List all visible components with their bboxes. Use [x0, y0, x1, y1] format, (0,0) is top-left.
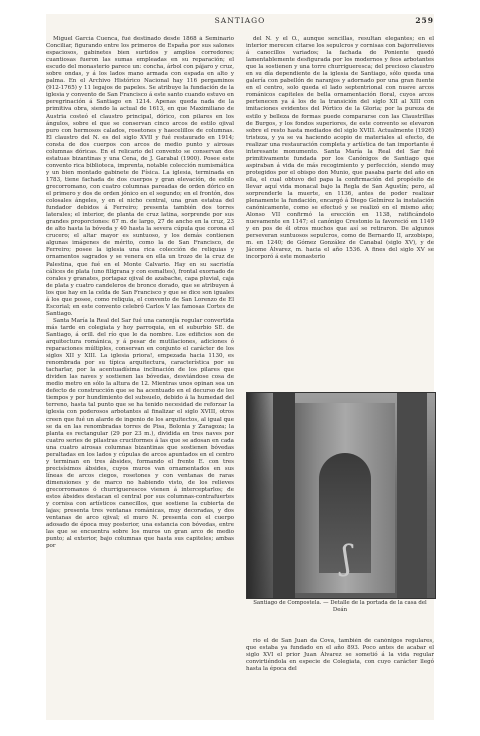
- running-head: [46, 14, 434, 30]
- running-head-title: SANTIAGO: [214, 16, 266, 25]
- page-number: 259: [415, 16, 434, 25]
- figure-caption: Santiago de Compostela. — Detalle de la portada de la casa del Deán: [253, 600, 427, 613]
- paragraph-sar-continued: del N. y el O., aunque sencillas, resultan elegantes; en el interior merecen citarse los sepulcros y cornisas con bajorrelieves á canecillos variados; la fachada de Poniente quedó lamentablemente desfigurada por los modernos y feos arbotantes que la sostienen y una torre churrigueresca; del precioso claustro en su día dependiente de la iglesia de Santiago, sólo queda una galería con pabellón de naranjos y adornado por una gran fuente en el centro, solo queda el lado septentrional con nueve arcos románicos capiteles de bella ornamentación floral, cuyos arcos pertenecen ya á los de la transición del siglo XII al XIII con imitaciones evidentes del Pórtico de la Gloria; por la pureza de estilo y belleza de formas puede compararse con las Claustrillas de Burgos, y los fondos superiores, de este convento se elevaron sobre el resto hasta mediados del siglo XVIII. Actualmente (1926) tristeza, y ya se va haciendo acopio de materiales al efecto, de realizar una restauración completa y artística de tan importante é interesante monumento. Santa María la Real del Sar fué primitivamente fundada por los Canónigos de Santiago que aspiraban á vida de más recogimiento y perfección, siendo muy protegidos por el obispo don Munio, que pasaba parte del año en ella, el cual obtuvo del papa la confirmación del propósito de llevar aquí vida monacal bajo la Regla de San Agustín; pero, al sorprenderle la muerte, en 1136, antes de poder realizar plenamente la fundación, encargó á Diego Gelmírez la instalación canónicamente, como se efectuó y se realizó en el mismo año; Alonso VII confirmó la erección en 1138, ratificándolo nuevamente en 1147; el canónigo Crestonio la favoreció en 1149 y en pos de él otros muchos que así se retiraron. De algunos perseveran suntuosos sepulcros, como de Bernardo II, arzobispo, m. en 1240; de Gómez González de Canabal (siglo XV), y de Jácome Álvarez, m. hacia el año 1536. A fines del siglo XV se incorporó á este monasterio: [246, 36, 434, 261]
- right-column-top: [246, 36, 434, 388]
- stone-carving: ʃ: [342, 538, 352, 578]
- paragraph-san-juan-da-cova: rio el de San Juan da Cova, también de canónigos regulares, que estaba ya fundado en el año 893. Poco antes de acabar el siglo XVI el prior Juan Álvarez se sometió á la vida regular convirtiéndola en especie de Colegiata, con cuyo carácter llegó hasta la época del: [246, 638, 434, 673]
- paragraph-san-francisco: Miguel García Cuenca, fué destinado desde 1868 á Seminario Conciliar, figurando entre los primeros de España por sus salones espaciosos, gabinetes bien surtidos y amplios corredores; cuantiosas fueron las sumas empleadas en su reparación; el escudo del monasterio parece un: concha, árbol con pájaro y cruz, sobre ondas, y á los lados mano armada con espada en alto y palma. En el Archivo Histórico Nacional hay 116 pergaminos (912-1765) y 11 legajos de papeles. Se atribuye la fundación de la iglesia y convento de San Francisco á este santo cuando estuvo en peregrinación á Santiago en 1214. Apenas queda nada de la primitiva obra, siendo la actual de 1613, en que Maximiliano de Austria costeó el claustro principal, dórico, con pilares en los ángulos, sobre el que se conservan cinco arcos de estilo ojival puro con hermosos calados, rosetones y haecelillos de columnas. El claustro del N. es del siglo XVII y fué restaurado en 1914; consta de dos cuerpos con arcos de medio punto y airosas columnas dóricas. En el relicario del convento se conservan dos estatuas bizantinas y una Cena, de J. Garabal (1900). Posee este convento rica biblioteca, imprenta, notable colección numismática y un bien montado gabinete de Física. La iglesia, terminada en 1783, tiene fachada de dos cuerpos y gran elevación, de estilo grecorromano, con cuatro columnas pareadas de orden dórico en el primero y dos de orden jónico en el segundo; en el frontón, dos colosales ángeles, y en el nicho central, una gran estatua del fundador debidos á Ferreiro; presenta también dos torres laterales; el interior, de planta de cruz latina, sorprende por sus grandes proporciones: 67 m. de largo, 27 de ancho en la cruz, 23 de alto hasta la bóveda y 40 hasta la severa cúpula que corona el crucero; el altar mayor es suntuoso, y los demás contienen algunas imágenes de mérito, como la de San Francisco, de Ferreiro; posee la iglesia una rica colección de reliquias y ornamentos sagrados y se venera en ella un trozo de la cruz de Palestina, que fué en el Monte Calvario. Hay en su sacristía cálices de plata (uno filigrana y con esmaltes), frontal exornado de corales y granates, portapaz ojival de azabache, capa pluvial, caja de plata y cuatro candeleros de bronce dorado, que se atribuyen á los que hay en la celda de San Francisco y que se dice son iguales á los que posee, como reliquia, el convento de San Lorenzo de El Escorial; en este convento celebró Carlos V las famosas Cortes de Santiago.: [46, 36, 234, 317]
- paragraph-santa-maria-del-sar: Santa María la Real del Sar fué una canonjía regular convertida más tarde en colegiata y hoy parroquia, en el suburbio SE. de Santiago, á orill. del río que le da nombre. Los edificios son de arquitectura románica, y á pesar de mutilaciones, adiciones ó reparaciones múltiples, conservan en conjunto el carácter de los siglos XII y XIII. La iglesia priora!, empezada hacia 1130, es renombrada por su típica arquitectura, característica por su tacharlar, por la acentuadísima inclinación de los pilares que dividen las naves y sostienen las bóvedas, desviándose cosa de medio metro en sólo la altura de 12. Mientras unos opinan sea un defecto de construcción que se ha acentuado en el decurso de los tiempos y por hundimiento del subsuelo, debido á la humedad del terreno, hasta tal punto que se ha tenido necesidad de reforzar la iglesia con poderosos arbotantes al finalizar el siglo XVIII, otros creen que fué un alarde de ingenio de los arquitectos, al igual que se da en las renombradas torres de Pisa, Bolonia y Zaragoza; la planta es rectangular (29 por 23 m.), dividida en tres naves por cuatro series de pilastras cruciformes á las que se adosan en cada una cuatro airosas columnas bizantinas que sostienen bóvedas peraltadas en los lados y cúpulas de arcos apuntados en el centro y terminan en tres ábsides, formando el frente E. con tres precisísimos ábsides, cuyos muros van ornamentados en sus líneas de arcos ciegos, rosetones y con ventanas de raras dimensiones y de marco no habiendo visto, de los relieves grecorromanos ó churriguerescos vienen á interceptarlos; de estos ábsides destacan el central por sus columnas-contrafuertes y cornisa con artísticos canecillos, que sostiene la cubierta de lajas; presenta tres ventanas románicas, muy decoradas, y dos ventanas de arco ojival; el muro N. presenta con el cuerpo adosado de época muy posterior, una estancia con bóvedas, entre las que se encuentra sobre los muros un gran arco de medio punto; al exterior, bajo columnas que hasta sus capiteles; ambas por: [46, 317, 234, 550]
- photograph-casa-del-dean: [246, 392, 436, 599]
- left-column: [46, 36, 234, 720]
- figure: [246, 392, 434, 615]
- right-column-bottom: [246, 638, 434, 720]
- page: [46, 14, 434, 720]
